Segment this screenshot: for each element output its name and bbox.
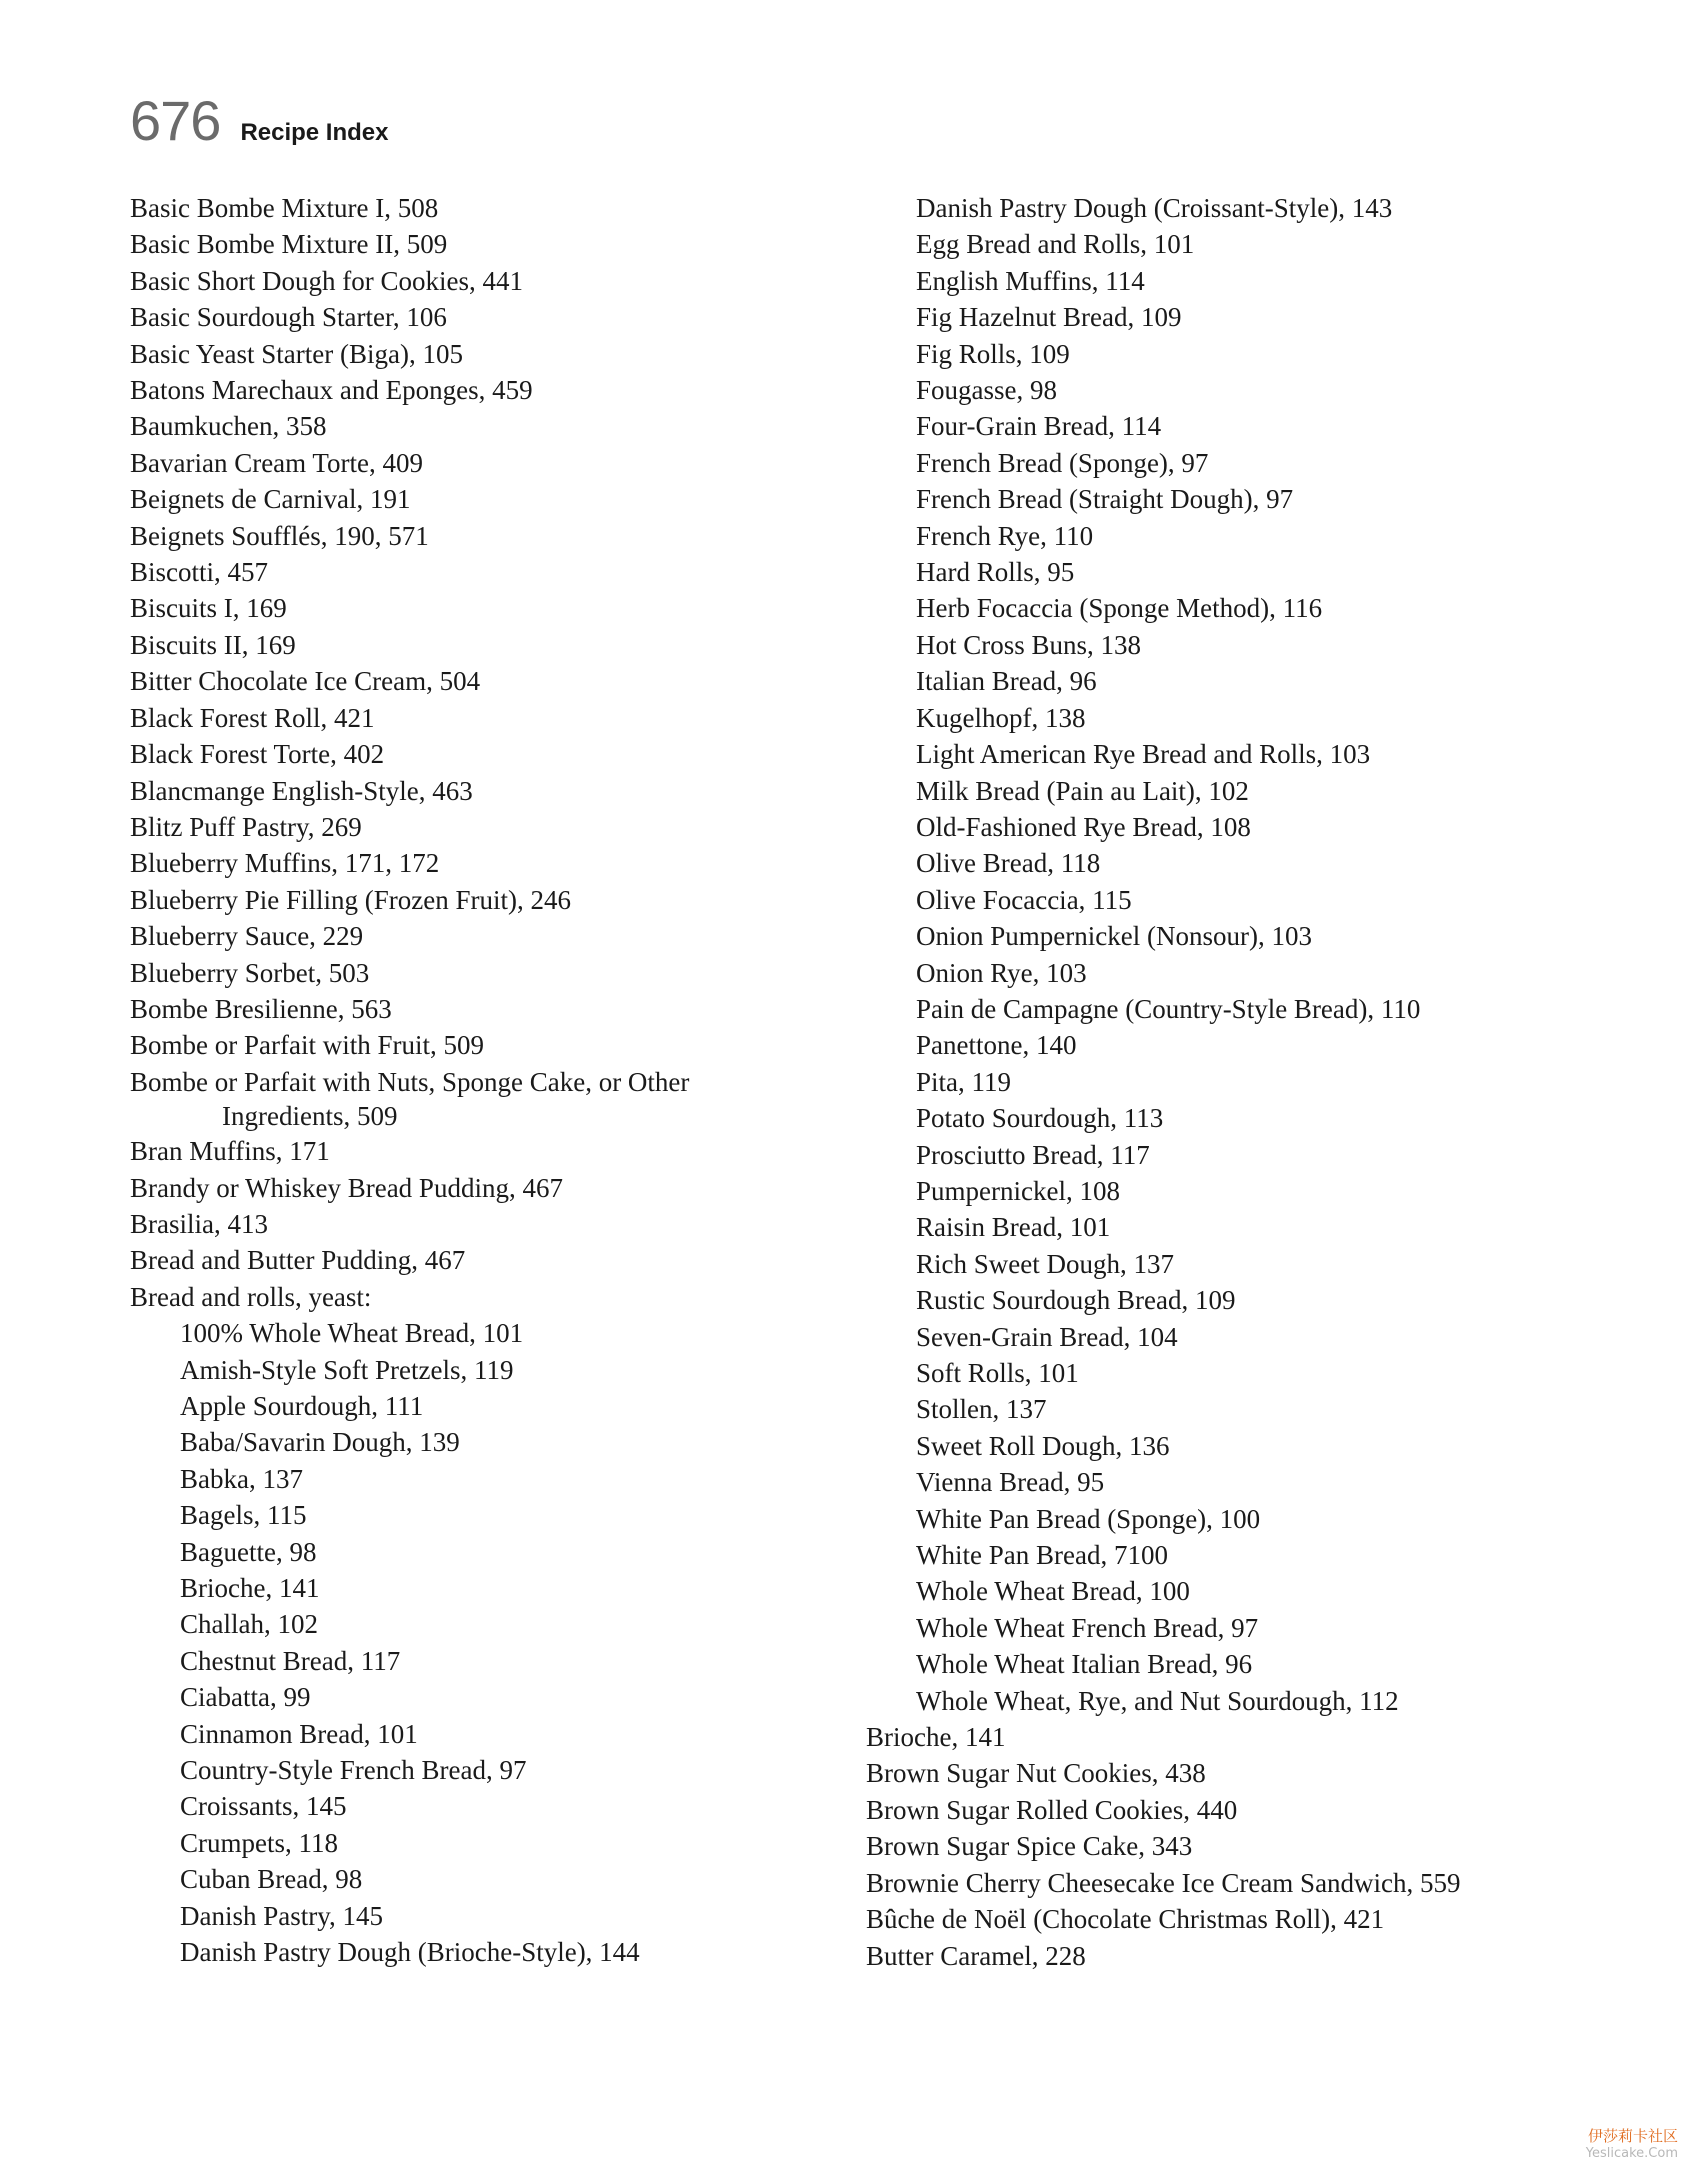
index-entry-text: Onion Rye, 103	[916, 957, 1087, 988]
index-entry-text: Danish Pastry Dough (Brioche-Style), 144	[180, 1937, 640, 1968]
index-entry	[866, 1938, 1626, 1974]
index-subentry	[866, 1428, 1626, 1464]
index-subentry	[866, 955, 1626, 991]
index-entry	[130, 1279, 770, 1315]
index-entry-text: Beignets Soufflés, 190, 571	[130, 520, 429, 551]
index-column-left	[130, 190, 770, 1971]
index-entry-text: Egg Bread and Rolls, 101	[916, 229, 1195, 260]
index-entry-text: Kugelhopf, 138	[916, 702, 1086, 733]
index-subentry	[130, 1461, 770, 1497]
index-subentry	[130, 1497, 770, 1533]
index-subentry	[866, 1064, 1626, 1100]
index-entry-text: Seven-Grain Bread, 104	[916, 1321, 1178, 1352]
index-entry	[130, 955, 770, 991]
index-entry-text: Basic Short Dough for Cookies, 441	[130, 265, 523, 296]
index-subentry	[866, 1282, 1626, 1318]
index-entry-text: Whole Wheat, Rye, and Nut Sourdough, 112	[916, 1685, 1399, 1716]
index-subentry	[866, 663, 1626, 699]
index-entry-text: Italian Bread, 96	[916, 666, 1097, 697]
index-subentry	[130, 1898, 770, 1934]
page-header	[130, 88, 389, 153]
index-entry-text: Cuban Bread, 98	[180, 1864, 363, 1895]
index-subentry	[130, 1861, 770, 1897]
index-subentry	[130, 1716, 770, 1752]
index-entry-text: Danish Pastry Dough (Croissant-Style), 143	[916, 193, 1393, 223]
index-entry	[866, 1755, 1626, 1791]
index-subentry	[130, 1534, 770, 1570]
index-entry	[130, 773, 770, 809]
index-entry-text: Blueberry Muffins, 171, 172	[130, 848, 440, 879]
index-entry-text: Basic Sourdough Starter, 106	[130, 302, 447, 333]
index-subentry	[866, 1573, 1626, 1609]
index-subentry	[866, 1391, 1626, 1427]
index-entry-text: Amish-Style Soft Pretzels, 119	[180, 1354, 514, 1385]
index-entry-text: Bavarian Cream Torte, 409	[130, 447, 424, 478]
index-subentry	[866, 554, 1626, 590]
index-entry-text: Blueberry Pie Filling (Frozen Fruit), 246	[130, 884, 571, 915]
index-subentry	[866, 1100, 1626, 1136]
index-subentry	[130, 1788, 770, 1824]
index-entry-text: Brown Sugar Spice Cake, 343	[866, 1831, 1193, 1862]
index-subentry	[866, 1027, 1626, 1063]
index-entry-text: Whole Wheat Bread, 100	[916, 1576, 1190, 1607]
index-entry-text: Four-Grain Bread, 114	[916, 411, 1162, 442]
index-subentry	[866, 590, 1626, 626]
index-entry-text: Bread and Butter Pudding, 467	[130, 1245, 466, 1276]
index-entry-text: Black Forest Torte, 402	[130, 739, 385, 770]
index-entry-text: Potato Sourdough, 113	[916, 1103, 1164, 1134]
index-subentry	[866, 299, 1626, 335]
index-subentry	[866, 1464, 1626, 1500]
index-entry	[866, 1865, 1626, 1901]
index-entry-text: Old-Fashioned Rye Bread, 108	[916, 811, 1251, 842]
index-entry-text: Bombe Bresilienne, 563	[130, 993, 392, 1024]
index-entry-text: Pain de Campagne (Country-Style Bread), 110	[916, 993, 1421, 1024]
index-entry	[130, 1027, 770, 1063]
index-subentry	[866, 773, 1626, 809]
watermark-url: Yeslicake.Com	[1585, 2146, 1678, 2161]
index-entry-text: Whole Wheat French Bread, 97	[916, 1612, 1259, 1643]
index-entry-text: Brown Sugar Rolled Cookies, 440	[866, 1794, 1238, 1825]
index-entry-text: White Pan Bread, 7100	[916, 1540, 1168, 1571]
index-subentry	[866, 263, 1626, 299]
index-entry-text: Basic Bombe Mixture I, 508	[130, 193, 439, 223]
index-entry	[130, 445, 770, 481]
index-entry-text: White Pan Bread (Sponge), 100	[916, 1503, 1261, 1534]
index-subentry	[866, 736, 1626, 772]
index-entry	[130, 226, 770, 262]
index-entry-text: Danish Pastry, 145	[180, 1900, 383, 1931]
index-subentry	[866, 991, 1626, 1027]
index-entry	[130, 809, 770, 845]
index-entry-text: Bread and rolls, yeast:	[130, 1281, 372, 1312]
index-entry-text: Basic Bombe Mixture II, 509	[130, 229, 448, 260]
watermark	[1586, 2125, 1678, 2161]
index-entry-text: Brasilia, 413	[130, 1208, 268, 1239]
page-title: Recipe Index	[240, 119, 389, 146]
index-entry	[130, 336, 770, 372]
index-entry	[130, 590, 770, 626]
index-entry-text: Basic Yeast Starter (Biga), 105	[130, 338, 463, 369]
index-entry-text: Bûche de Noël (Chocolate Christmas Roll), 421	[866, 1904, 1385, 1935]
index-entry	[866, 1901, 1626, 1937]
index-subentry	[866, 336, 1626, 372]
index-entry-text: Rustic Sourdough Bread, 109	[916, 1285, 1236, 1316]
index-entry-text: Sweet Roll Dough, 136	[916, 1430, 1170, 1461]
index-entry-text: Chestnut Bread, 117	[180, 1645, 401, 1676]
index-subentry	[130, 1643, 770, 1679]
index-subentry	[866, 1501, 1626, 1537]
index-entry-text: Hard Rolls, 95	[916, 557, 1075, 588]
page-number: 676	[130, 89, 221, 152]
index-entry-text: French Rye, 110	[916, 520, 1094, 551]
index-subentry	[130, 1424, 770, 1460]
index-column-right	[866, 190, 1626, 1974]
index-entry-continuation: Ingredients, 509	[222, 1101, 398, 1132]
index-subentry	[130, 1315, 770, 1351]
index-subentry	[866, 809, 1626, 845]
index-entry-text: Country-Style French Bread, 97	[180, 1755, 527, 1786]
index-entry-text: Pita, 119	[916, 1066, 1012, 1097]
index-subentry	[130, 1388, 770, 1424]
index-entry	[130, 1170, 770, 1206]
index-entry-text: Brioche, 141	[866, 1722, 1006, 1753]
index-entry-text: Crumpets, 118	[180, 1827, 338, 1858]
index-subentry	[866, 190, 1626, 226]
index-entry-text: Apple Sourdough, 111	[180, 1391, 424, 1421]
index-subentry	[866, 845, 1626, 881]
index-subentry	[866, 1683, 1626, 1719]
index-entry	[130, 663, 770, 699]
index-entry	[130, 1242, 770, 1278]
index-subentry	[130, 1752, 770, 1788]
index-entry-text: Biscuits I, 169	[130, 593, 287, 624]
index-subentry	[866, 1209, 1626, 1245]
index-entry-text: Blueberry Sauce, 229	[130, 921, 364, 952]
index-subentry	[130, 1934, 770, 1970]
index-entry-text: Babka, 137	[180, 1463, 303, 1494]
index-entry	[130, 190, 770, 226]
index-subentry	[866, 918, 1626, 954]
index-subentry	[866, 372, 1626, 408]
index-entry-text: Baba/Savarin Dough, 139	[180, 1427, 460, 1458]
index-entry-text: Light American Rye Bread and Rolls, 103	[916, 739, 1371, 770]
index-subentry	[130, 1352, 770, 1388]
index-entry-text: Challah, 102	[180, 1609, 318, 1640]
index-entry	[130, 263, 770, 299]
index-entry-text: Batons Marechaux and Eponges, 459	[130, 375, 533, 406]
index-subentry	[866, 700, 1626, 736]
index-entry-text: Baumkuchen, 358	[130, 411, 327, 442]
index-entry-text: Brandy or Whiskey Bread Pudding, 467	[130, 1172, 563, 1203]
index-entry-text: Bagels, 115	[180, 1500, 307, 1531]
index-entry-text: Soft Rolls, 101	[916, 1358, 1079, 1388]
index-entry	[130, 518, 770, 554]
index-entry	[130, 918, 770, 954]
index-subentry	[866, 408, 1626, 444]
index-subentry	[866, 1610, 1626, 1646]
index-subentry	[130, 1570, 770, 1606]
index-entry-text: Milk Bread (Pain au Lait), 102	[916, 775, 1249, 806]
index-subentry	[866, 1537, 1626, 1573]
index-entry	[130, 882, 770, 918]
index-entry-text: Vienna Bread, 95	[916, 1467, 1105, 1498]
index-entry	[130, 1064, 770, 1133]
index-entry-text: Biscotti, 457	[130, 557, 269, 588]
index-subentry	[130, 1825, 770, 1861]
index-entry-text: Whole Wheat Italian Bread, 96	[916, 1649, 1253, 1680]
index-entry-text: Blitz Puff Pastry, 269	[130, 811, 362, 842]
index-entry	[130, 481, 770, 517]
index-entry-text: Butter Caramel, 228	[866, 1940, 1086, 1971]
index-entry-text: Olive Bread, 118	[916, 848, 1101, 879]
index-entry-text: Onion Pumpernickel (Nonsour), 103	[916, 921, 1312, 952]
index-subentry	[866, 1137, 1626, 1173]
index-entry	[130, 1206, 770, 1242]
index-subentry	[866, 518, 1626, 554]
index-entry-text: Olive Focaccia, 115	[916, 884, 1132, 915]
index-subentry	[866, 445, 1626, 481]
index-entry-text: Blancmange English-Style, 463	[130, 775, 473, 806]
index-entry-text: French Bread (Straight Dough), 97	[916, 484, 1294, 515]
index-subentry	[866, 882, 1626, 918]
index-entry-text: Brioche, 141	[180, 1573, 320, 1604]
index-subentry	[130, 1679, 770, 1715]
index-subentry	[866, 1246, 1626, 1282]
index-entry-text: Baguette, 98	[180, 1536, 317, 1567]
index-entry	[130, 845, 770, 881]
index-subentry	[866, 1173, 1626, 1209]
watermark-chinese-text: 伊莎莉卡社区	[1587, 2127, 1678, 2145]
index-entry	[866, 1792, 1626, 1828]
index-entry-text: Ciabatta, 99	[180, 1682, 311, 1713]
index-entry-text: Biscuits II, 169	[130, 629, 296, 660]
index-entry-text: Rich Sweet Dough, 137	[916, 1248, 1174, 1279]
index-entry-text: Panettone, 140	[916, 1030, 1077, 1061]
index-entry	[130, 554, 770, 590]
index-subentry	[866, 1319, 1626, 1355]
index-entry-text: Brown Sugar Nut Cookies, 438	[866, 1758, 1206, 1789]
index-entry	[130, 736, 770, 772]
index-entry-text: Brownie Cherry Cheesecake Ice Cream Sandwich, 559	[866, 1867, 1461, 1898]
index-entry	[866, 1719, 1626, 1755]
index-entry-text: Black Forest Roll, 421	[130, 702, 375, 733]
index-subentry	[866, 226, 1626, 262]
index-entry-text: Beignets de Carnival, 191	[130, 484, 411, 515]
index-entry-text: Hot Cross Buns, 138	[916, 629, 1142, 660]
index-subentry	[866, 627, 1626, 663]
index-entry-text: Bitter Chocolate Ice Cream, 504	[130, 666, 481, 697]
index-entry-text: Bran Muffins, 171	[130, 1136, 330, 1167]
index-subentry	[866, 1646, 1626, 1682]
index-subentry	[866, 1355, 1626, 1391]
index-entry-text: Cinnamon Bread, 101	[180, 1718, 418, 1749]
index-entry-text: Raisin Bread, 101	[916, 1212, 1111, 1243]
index-entry	[130, 991, 770, 1027]
index-entry	[130, 1133, 770, 1169]
index-entry-text: Fig Hazelnut Bread, 109	[916, 302, 1182, 333]
index-entry-text: French Bread (Sponge), 97	[916, 447, 1209, 478]
index-entry-text: Bombe or Parfait with Fruit, 509	[130, 1030, 484, 1061]
index-entry-text: Stollen, 137	[916, 1394, 1047, 1425]
index-subentry	[130, 1606, 770, 1642]
index-entry-text: Fougasse, 98	[916, 375, 1057, 406]
index-entry	[130, 408, 770, 444]
index-entry	[130, 627, 770, 663]
index-entry-text: Blueberry Sorbet, 503	[130, 957, 370, 988]
index-entry-text: Pumpernickel, 108	[916, 1175, 1120, 1206]
index-entry-text: Herb Focaccia (Sponge Method), 116	[916, 593, 1323, 624]
index-entry	[130, 299, 770, 335]
index-entry-text: 100% Whole Wheat Bread, 101	[180, 1318, 524, 1349]
index-entry-text: Croissants, 145	[180, 1791, 347, 1822]
index-entry	[130, 372, 770, 408]
index-entry-text: Fig Rolls, 109	[916, 338, 1070, 369]
index-entry	[866, 1828, 1626, 1864]
index-entry-text: English Muffins, 114	[916, 265, 1145, 296]
index-entry	[130, 700, 770, 736]
index-entry-text: Prosciutto Bread, 117	[916, 1139, 1150, 1170]
index-subentry	[866, 481, 1626, 517]
index-entry-text: Bombe or Parfait with Nuts, Sponge Cake, or Other	[130, 1066, 690, 1097]
